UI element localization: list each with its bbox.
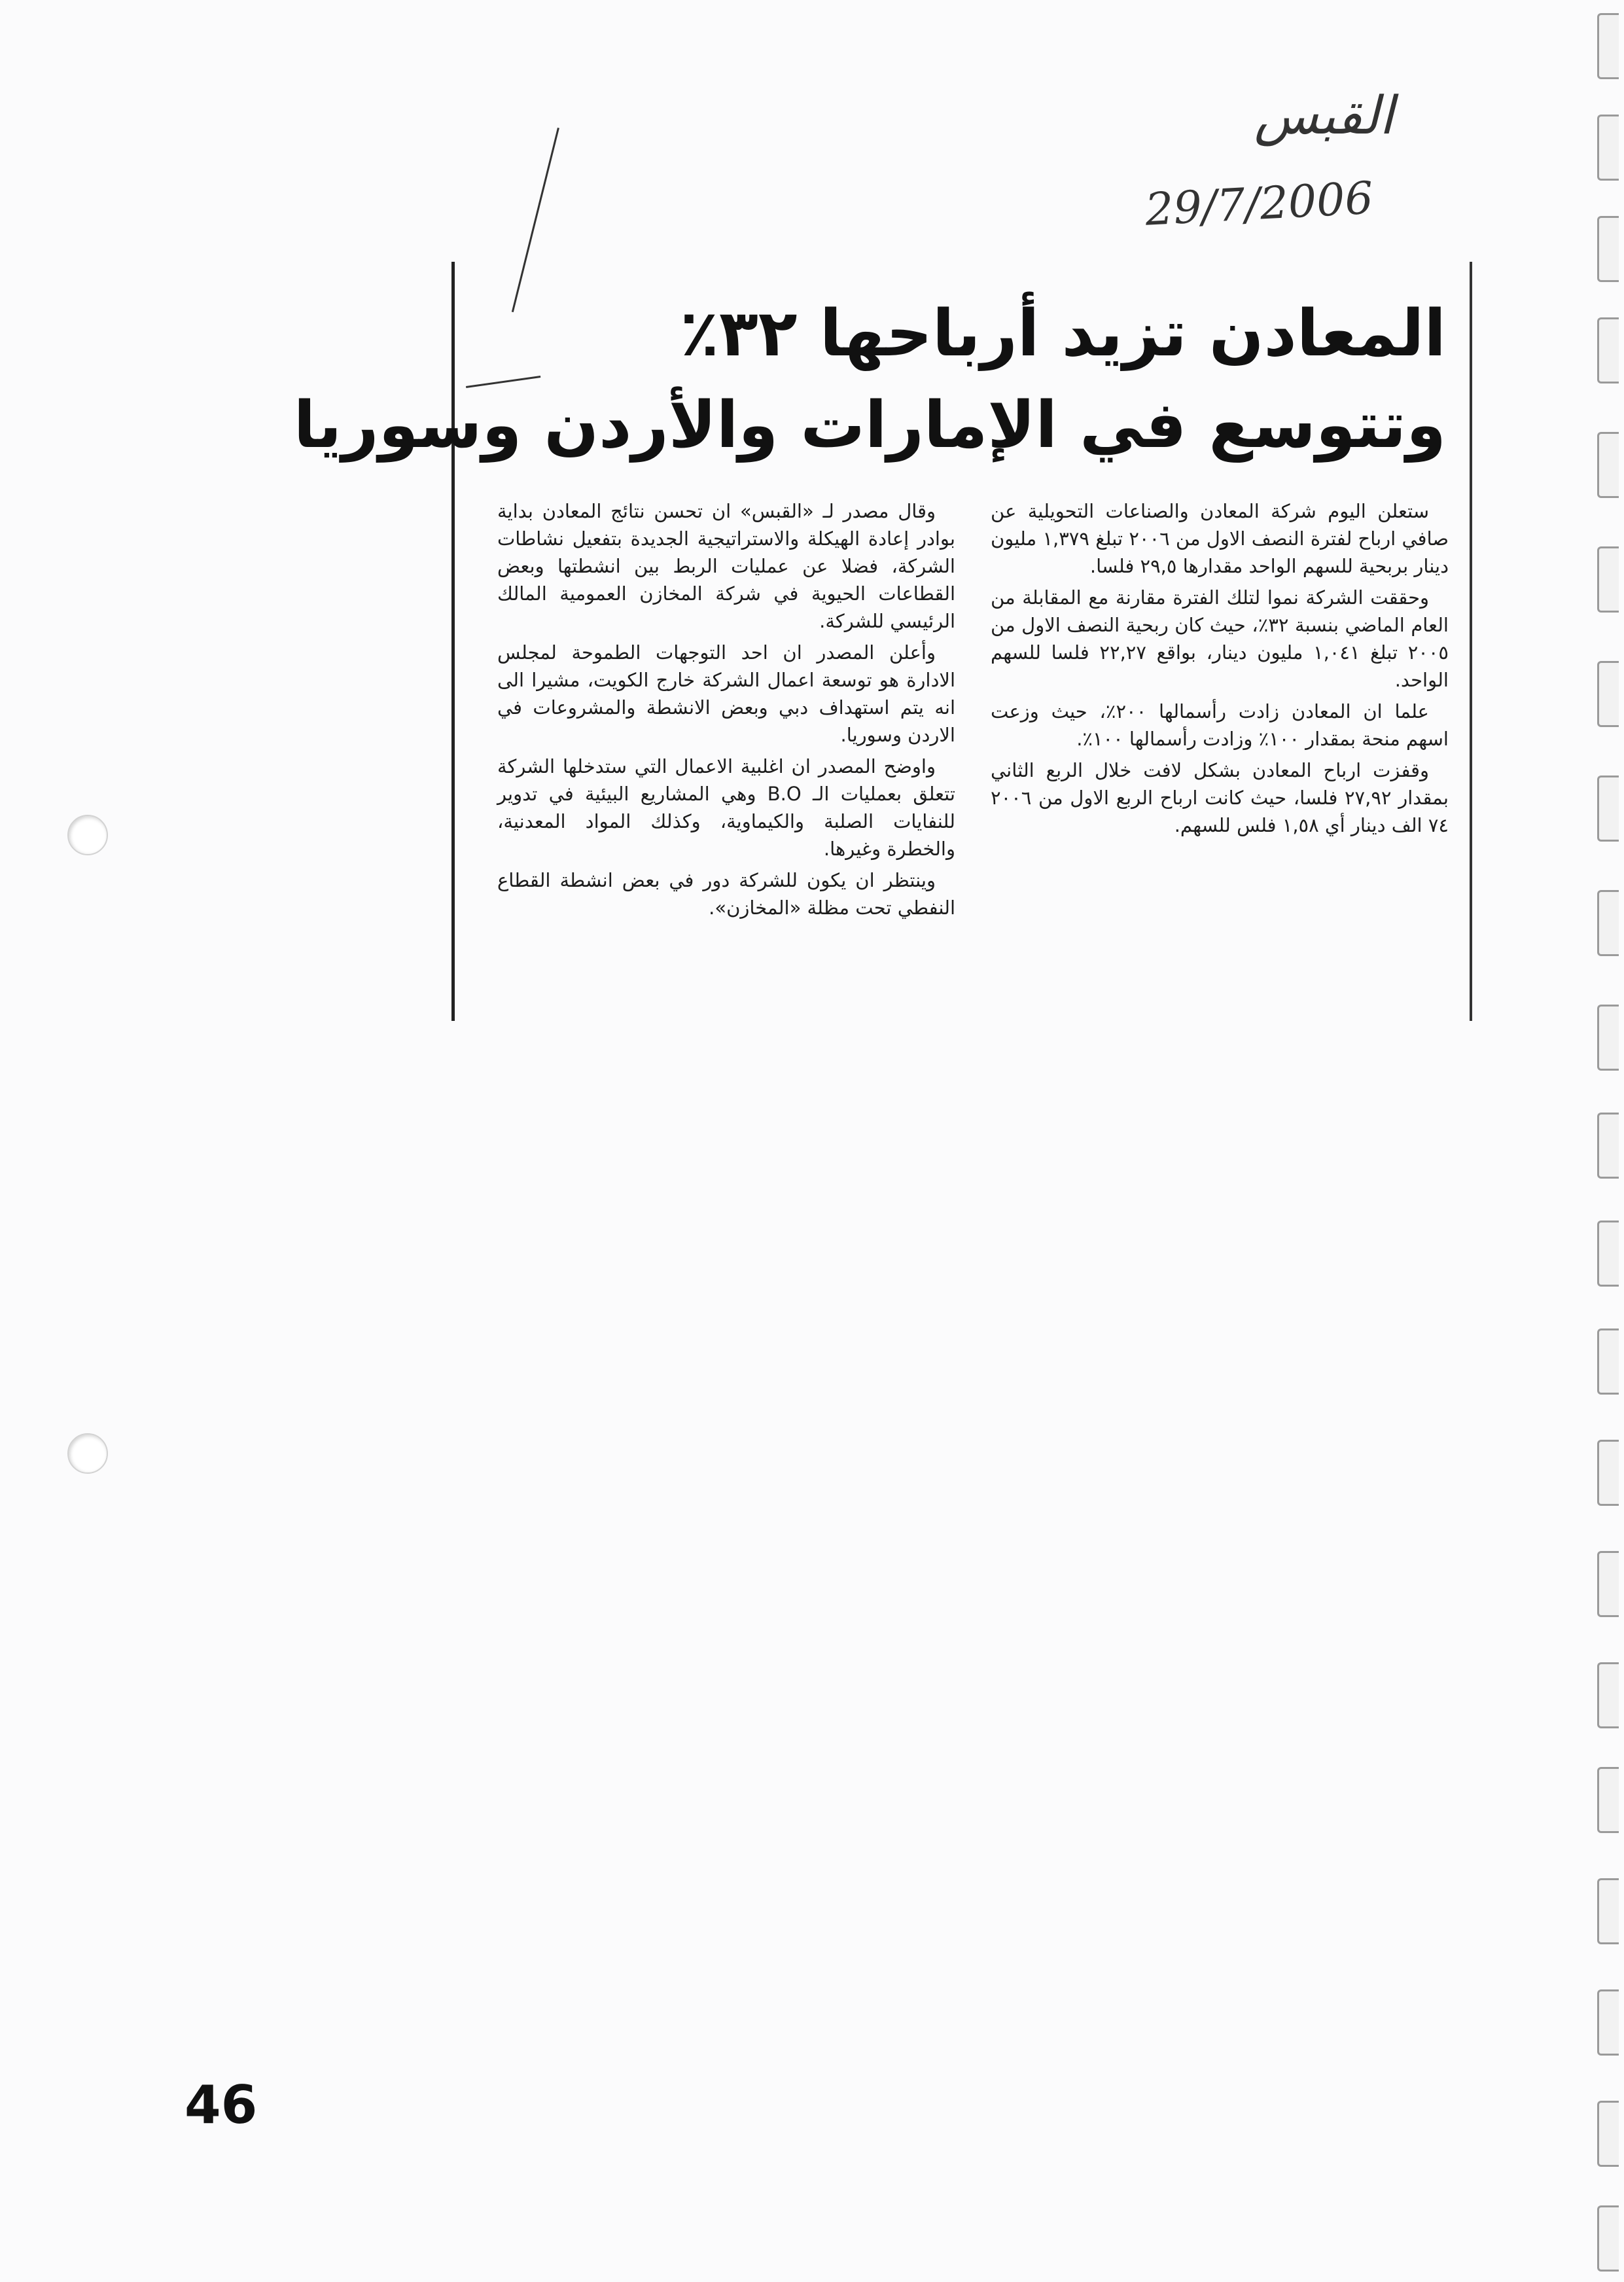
- paragraph: واوضح المصدر ان اغلبية الاعمال التي ستدخلها الشركة تتعلق بعمليات الـ B.O وهي المشاريع البيئية في تدوير للنفايات الصلبة والكيماوية، وكذلك المواد المعدنية، والخطرة وغيرها.: [497, 755, 955, 860]
- binder-tab: [1597, 2101, 1619, 2167]
- binder-tab: [1597, 1878, 1619, 1944]
- binder-tab: [1597, 115, 1619, 181]
- handwritten-date: 29/7/2006: [1144, 172, 1375, 236]
- binder-tab: [1597, 1767, 1619, 1833]
- punch-hole: [67, 815, 108, 855]
- article-column-right: [991, 497, 1449, 843]
- binder-tab: [1597, 2205, 1619, 2272]
- binder-tab: [1597, 216, 1619, 282]
- binder-tab: [1597, 776, 1619, 842]
- paragraph: علما ان المعادن زادت رأسمالها ٢٠٠٪، حيث وزعت اسهم منحة بمقدار ١٠٠٪ وزادت رأسمالها ١٠٠٪.: [991, 700, 1449, 750]
- paragraph: وقال مصدر لـ «القبس» ان تحسن نتائج المعادن بداية بوادر إعادة الهيكلة والاستراتيجية الجديدة بتفعيل نشاطات الشركة، فضلا عن عمليات الربط بين انشطتها وبعض القطاعات الحيوية في شركة المخازن العمومية المالك الرئيسي للشركة.: [497, 500, 955, 632]
- newspaper-clipping: [293, 262, 1472, 1027]
- binder-tab: [1597, 317, 1619, 383]
- binder-tab: [1597, 546, 1619, 613]
- binder-tab: [1597, 1005, 1619, 1071]
- binder-tab: [1597, 1440, 1619, 1506]
- paragraph: وأعلن المصدر ان احد التوجهات الطموحة لمجلس الادارة هو توسعة اعمال الشركة خارج الكويت، مشيرا الى انه يتم استهداف دبي وبعض الانشطة والمشروعات في الاردن وسوريا.: [497, 641, 955, 746]
- binder-tab: [1597, 432, 1619, 498]
- headline-line-2: وتتوسع في الإمارات والأردن وسوريا: [293, 388, 1446, 463]
- clipping-border-left: [451, 262, 455, 1021]
- paragraph: وقفزت ارباح المعادن بشكل لافت خلال الربع الثاني بمقدار ٢٧,٩٢ فلسا، حيث كانت ارباح الربع الاول من ٢٠٠٦ ٧٤ الف دينار أي ١,٥٨ فلس للسهم.: [991, 759, 1449, 836]
- binder-tab: [1597, 661, 1619, 727]
- punch-hole: [67, 1433, 108, 1474]
- binder-tab: [1597, 1551, 1619, 1617]
- page-number: 46: [185, 2075, 258, 2135]
- paragraph: وينتظر ان يكون للشركة دور في بعض انشطة القطاع النفطي تحت مظلة «المخازن».: [497, 869, 955, 919]
- article-column-left: [497, 497, 955, 925]
- paragraph: ستعلن اليوم شركة المعادن والصناعات التحويلية عن صافي ارباح لفترة النصف الاول من ٢٠٠٦ تبلغ ١,٣٧٩ مليون دينار بربحية للسهم الواحد مقدارها ٢٩,٥ فلسا.: [991, 500, 1449, 577]
- binder-edge-tabs: [1578, 0, 1624, 2282]
- headline-line-1: المعادن تزيد أرباحها ٣٢٪: [680, 296, 1446, 371]
- binder-tab: [1597, 13, 1619, 79]
- binder-tab: [1597, 1328, 1619, 1395]
- handwritten-source: القبس: [1254, 85, 1394, 146]
- binder-tab: [1597, 1989, 1619, 2056]
- binder-tab: [1597, 890, 1619, 956]
- binder-tab: [1597, 1221, 1619, 1287]
- article-headline: [293, 288, 1446, 471]
- binder-tab: [1597, 1662, 1619, 1728]
- paragraph: وحققت الشركة نموا لتلك الفترة مقارنة مع المقابلة من العام الماضي بنسبة ٣٢٪، حيث كان ربحية النصف الاول من ٢٠٠٥ تبلغ ١,٠٤١ مليون دينار، بواقع ٢٢,٢٧ فلسا للسهم الواحد.: [991, 586, 1449, 691]
- clipping-border-right: [1470, 262, 1472, 1021]
- binder-tab: [1597, 1113, 1619, 1179]
